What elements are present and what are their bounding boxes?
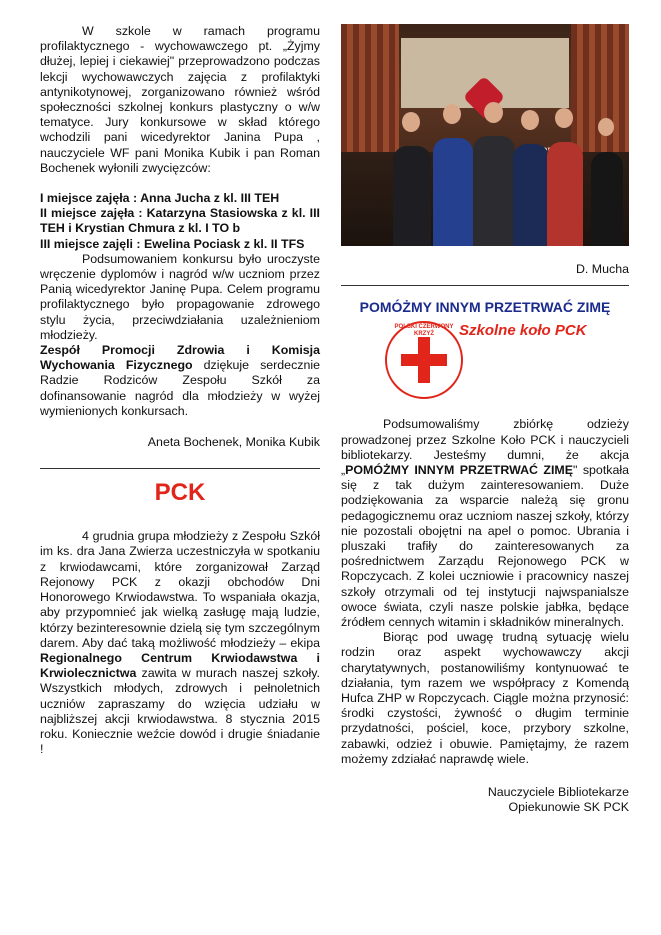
group-photo <box>341 24 629 246</box>
left-column <box>40 24 320 757</box>
cross-icon-horizontal <box>401 354 447 366</box>
article-headline: POMÓŻMY INNYM PRZETRWAĆ ZIMĘ <box>359 299 611 316</box>
pck-logo <box>341 319 629 414</box>
photo-caption: D. Mucha <box>575 262 629 276</box>
collection-summary <box>341 417 629 630</box>
person-3 <box>473 136 515 246</box>
signature-line-1: Nauczyciele Bibliotekarze <box>487 785 629 800</box>
person-6 <box>591 152 623 246</box>
person-6-head <box>598 118 614 136</box>
pck-text-1: 4 grudnia grupa młodzieży z Zespołu Szkół im ks. dra Jana Zwierza uczestniczyła w spotkaniu z krwiodawcami, które zorganizował Zarząd Rejonowy PCK z okazji obchodów Dni Honorowego Krwiodawstwa. To wspaniała okazja, aby przypomnieć jak wielką zasługę mają ludzie, którzy bezinteresownie dzielą się tym szczególnym darem. Aby dać taką możliwość młodzieży – ekipa <box>40 529 320 650</box>
person-4-head <box>521 110 539 130</box>
red-cross-emblem <box>385 321 463 399</box>
contest-summary: Podsumowaniem konkursu było uroczyste wręczenie dyplomów i nagród w/w uczniom przez Panią wicedyrektor Janinę Pupa. Celem programu profilaktycznego było propagowanie zdrowego stylu życia, przeciwdziałania uzależnieniom młodzieży. <box>40 251 320 342</box>
contest-intro: W szkole w ramach programu profilaktycznego - wychowawczego pt. „Żyjmy dłużej, lepiej i ciekawiej" przeprowadzono podczas lekcji wychowawczych zajęcia z profilaktyki antynikotynowej, zorganizowano również wśród społeczności szkolnej konkurs plastyczny o w/w tematyce. Jury konkursowe w skład którego wchodzili pani wicedyrektor Janina Pupa , nauczyciele WF pani Monika Kubik i pan Roman Bochenek wyłonili zwycięzców: <box>40 24 320 175</box>
curtain-left <box>341 24 399 154</box>
pck-article <box>40 529 320 757</box>
person-2 <box>433 138 473 246</box>
pck-text-2: zawita w murach naszej szkoły. Wszystkich młodych, zdrowych i pełnoletnich uczniów zapraszamy do wzięcia udziału w najbliższej akcji krwiodawstwa. 8 stycznia 2015 roku. Koniecznie weźcie dowód i drugie śniadanie ! <box>40 666 320 757</box>
person-1 <box>393 146 431 246</box>
thanks-paragraph <box>40 343 320 419</box>
person-4 <box>513 144 549 246</box>
pck-title: PCK <box>154 479 206 507</box>
logo-ring-text: POLSKI CZERWONY KRZYŻ <box>394 324 454 338</box>
winner-3: III miejsce zajęli : Ewelina Pociask z kl. II TFS <box>40 236 305 251</box>
person-5 <box>547 142 583 246</box>
person-1-head <box>402 112 420 132</box>
person-3-head <box>484 102 503 123</box>
para1-bold: POMÓŻMY INNYM PRZETRWAĆ ZIMĘ <box>345 463 574 478</box>
curtain-right <box>571 24 629 154</box>
winner-1: I miejsce zajęła : Anna Jucha z kl. III TEH <box>40 191 280 206</box>
para1-end: " spotkała się z tak dużym zainteresowaniem. Duże podziękowania za wsparcie należą się gronu pedagogicznemu oraz uczniom naszej szkoły, którzy nie pozostali obojętni na apel o pomoc. Ubrania i pluszaki trafiły do zainteresowanych za pośrednictwem Zarządu Rejonowego PCK w Ropczycach. Z kolei uczniowie i pracownicy naszej szkoły otrzymali od tej instytucji najwspanialsze owoce świata, czyli nasze polskie jabłka, będące źródłem cennych witamin i składników mineralnych. <box>341 463 629 630</box>
person-2-head <box>443 104 461 124</box>
thanks-bold: Zespół Promocji Zdrowia i Komisja Wychowania Fizycznego <box>40 343 320 373</box>
thanks-rest: dziękuje serdecznie Radzie Rodziców Zespołu Szkół za dofinansowanie nagród dla młodzieży w wyżej wymienionych konkursach. <box>40 358 320 418</box>
winner-2: II miejsce zajęła : Katarzyna Stasiowska z kl. III TEH i Krystian Chmura z kl. I TO b <box>40 206 320 236</box>
pck-bold: Regionalnego Centrum Krwiodawstwa i Krwiolecznictwa <box>40 650 320 681</box>
contest-signature: Aneta Bochenek, Monika Kubik <box>147 435 320 450</box>
logo-caption: Szkolne koło PCK <box>459 322 587 340</box>
para1-start: Podsumowaliśmy zbiórkę odzieży prowadzonej przez Szkolne Koło PCK i nauczycieli bibliotekarzy. Jesteśmy dumni, że akcja „ <box>341 417 629 478</box>
continuation-paragraph: Biorąc pod uwagę trudną sytuację wielu rodzin oraz aspekt wychowawczy akcji charytatywnych, postanowiliśmy kontynuować te działania, tym razem we współpracy z Komendą Hufca ZHP w Ropczycach. Ciągle można przynosić: środki czystości, żywność o długim terminie przydatności, pościel, koce, przybory szkolne, zabawki, odzież i obuwie. Pamiętajmy, że razem możemy zdziałać naprawdę wiele. <box>341 630 629 766</box>
right-column <box>341 24 629 815</box>
signature-line-2: Opiekunowie SK PCK <box>508 800 629 815</box>
person-5-head <box>555 108 573 128</box>
